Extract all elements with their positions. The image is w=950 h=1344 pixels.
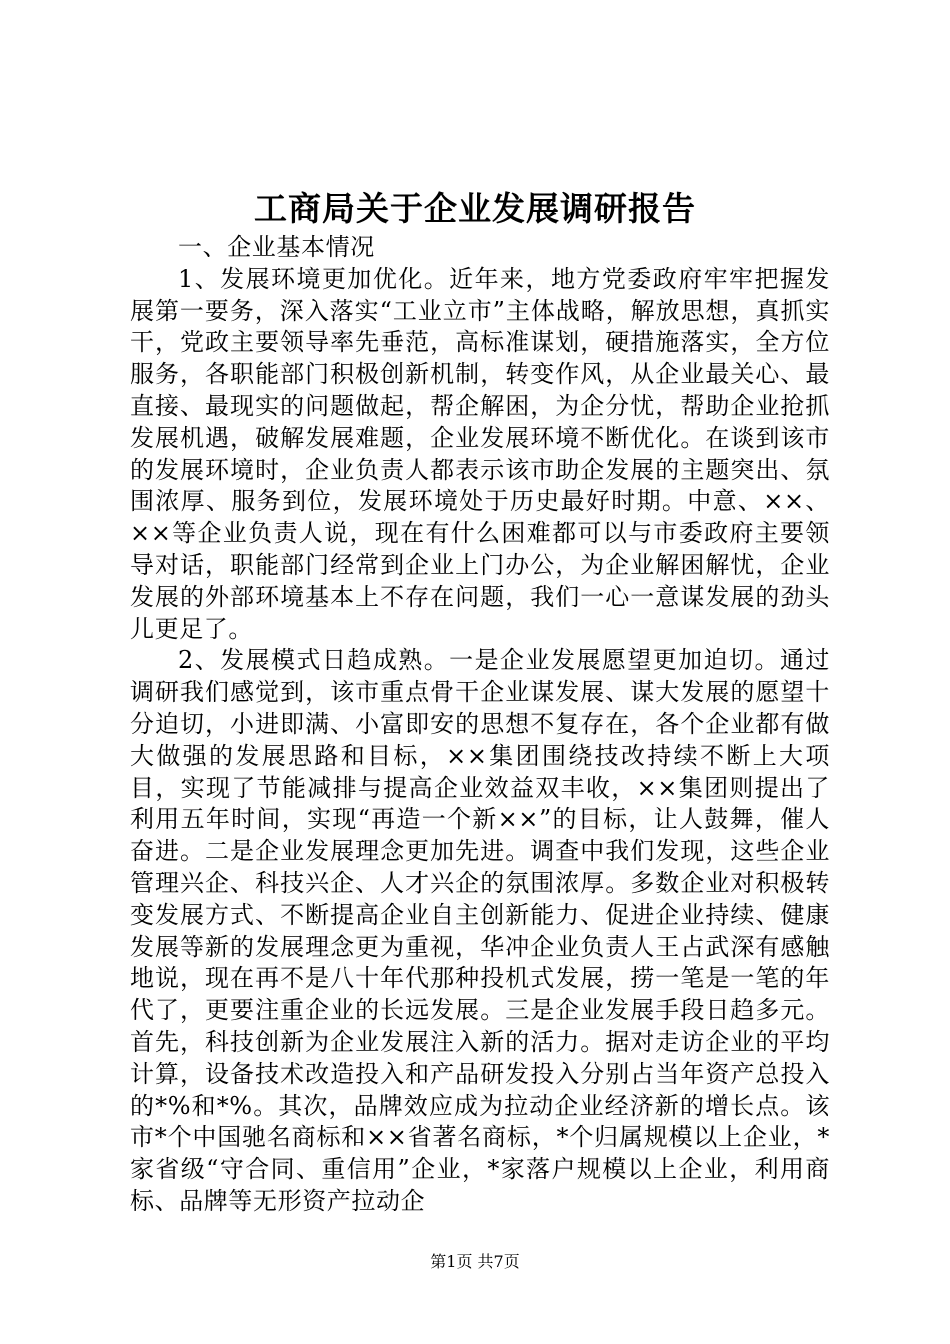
paragraph-development-environment: 1、发展环境更加优化。近年来，地方党委政府牢牢把握发展第一要务，深入落实“工业立市”主体战略，解放思想，真抓实干，党政主要领导率先垂范，高标准谋划，硬措施落实，全方位服务，各职能部门积极创新机制，转变作风，从企业最关心、最直接、最现实的问题做起，帮企解困，为企分忧，帮助企业抢抓发展机遇，破解发展难题，企业发展环境不断优化。在谈到该市的发展环境时，企业负责人都表示该市助企发展的主题突出、氛围浓厚、服务到位，发展环境处于历史最好时期。中意、××、××等企业负责人说，现在有什么困难都可以与市委政府主要领导对话，职能部门经常到企业上门办公，为企业解困解忧，企业发展的外部环境基本上不存在问题，我们一心一意谋发展的劲头儿更足了。: [130, 264, 830, 643]
section-heading: 一、企业基本情况: [178, 233, 375, 261]
page-number: 第1页 共7页: [430, 1252, 520, 1271]
page-footer: [0, 1250, 950, 1274]
document-title: 工商局关于企业发展调研报告: [254, 189, 696, 228]
paragraph-development-model: 2、发展模式日趋成熟。一是企业发展愿望更加迫切。通过调研我们感觉到，该市重点骨干企业谋发展、谋大发展的愿望十分迫切，小进即满、小富即安的思想不复存在，各个企业都有做大做强的发展思路和目标，××集团围绕技改持续不断上大项目，实现了节能减排与提高企业效益双丰收，××集团则提出了利用五年时间，实现“再造一个新××”的目标，让人鼓舞，催人奋进。二是企业发展理念更加先进。调查中我们发现，这些企业管理兴企、科技兴企、人才兴企的氛围浓厚。多数企业对积极转变发展方式、不断提高企业自主创新能力、促进企业持续、健康发展等新的发展理念更为重视，华冲企业负责人王占武深有感触地说，现在再不是八十年代那种投机式发展，捞一笔是一笔的年代了，更要注重企业的长远发展。三是企业发展手段日趋多元。首先，科技创新为企业发展注入新的活力。据对走访企业的平均计算，设备技术改造投入和产品研发投入分别占当年资产总投入的*%和*%。其次，品牌效应成为拉动企业经济新的增长点。该市*个中国驰名商标和××省著名商标，*个归属规模以上企业，*家省级“守合同、重信用”企业，*家落户规模以上企业，利用商标、品牌等无形资产拉动企: [130, 646, 830, 1215]
document-body: [130, 232, 830, 1218]
